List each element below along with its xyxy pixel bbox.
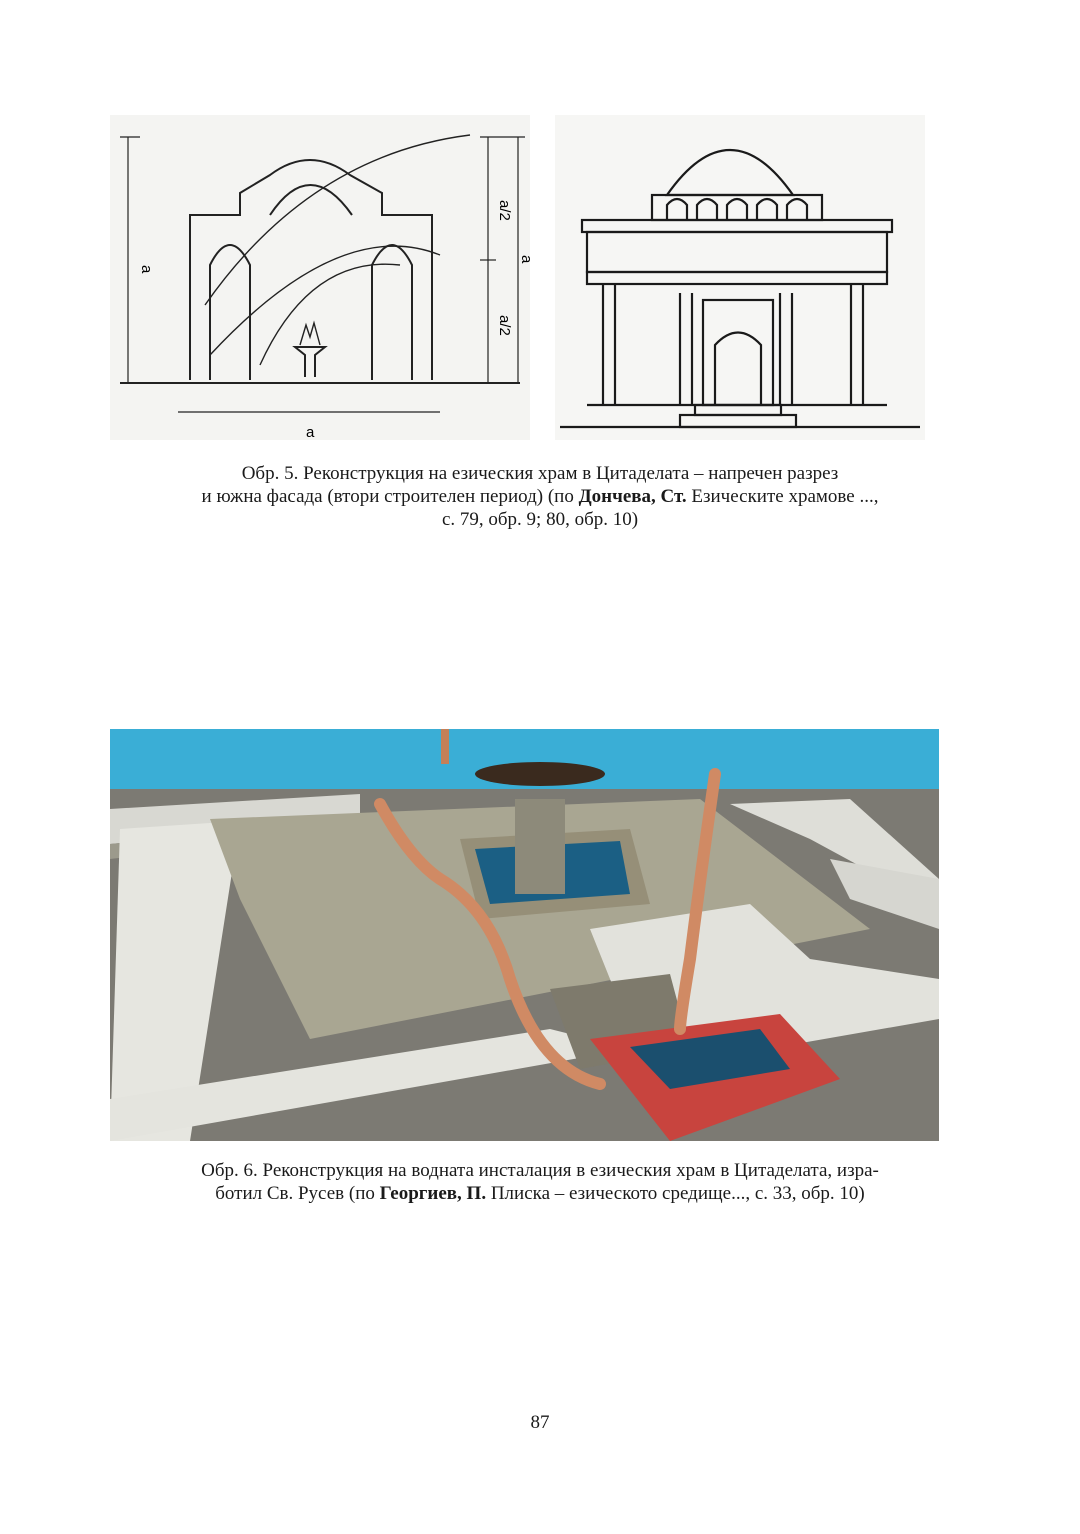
figure5-caption-line2: и южна фасада (втори строителен период) (по Дончева, Ст. Езическите храмове ...,: [201, 486, 879, 507]
dim-height-label: a: [138, 265, 155, 274]
figure5-cross-section: [110, 115, 535, 441]
figure5-caption-line1: Обр. 5. Реконструкция на езическия храм в Цитаделата – напречен разрез: [241, 463, 839, 484]
dim-width-label: a: [306, 424, 315, 441]
dim-lower-half-label: a/2: [496, 315, 513, 336]
dim-upper-half-label: a/2: [496, 200, 513, 221]
figure5-south-facade: [555, 115, 925, 440]
figure5-caption: [60, 462, 1020, 531]
page-number: 87: [530, 1412, 550, 1433]
figure6-water-installation-render: [110, 729, 939, 1141]
dim-total-label: a: [518, 255, 535, 264]
figure6-caption: [60, 1159, 1020, 1205]
figure6-caption-line1: Обр. 6. Реконструкция на водната инсталация в езическия храм в Цитаделата, изра-: [201, 1160, 879, 1181]
figure6-caption-line2: ботил Св. Русев (по Георгиев, П. Плиска – езическото средище..., с. 33, обр. 10): [215, 1183, 865, 1204]
figure5-caption-line3: с. 79, обр. 9; 80, обр. 10): [441, 509, 639, 530]
